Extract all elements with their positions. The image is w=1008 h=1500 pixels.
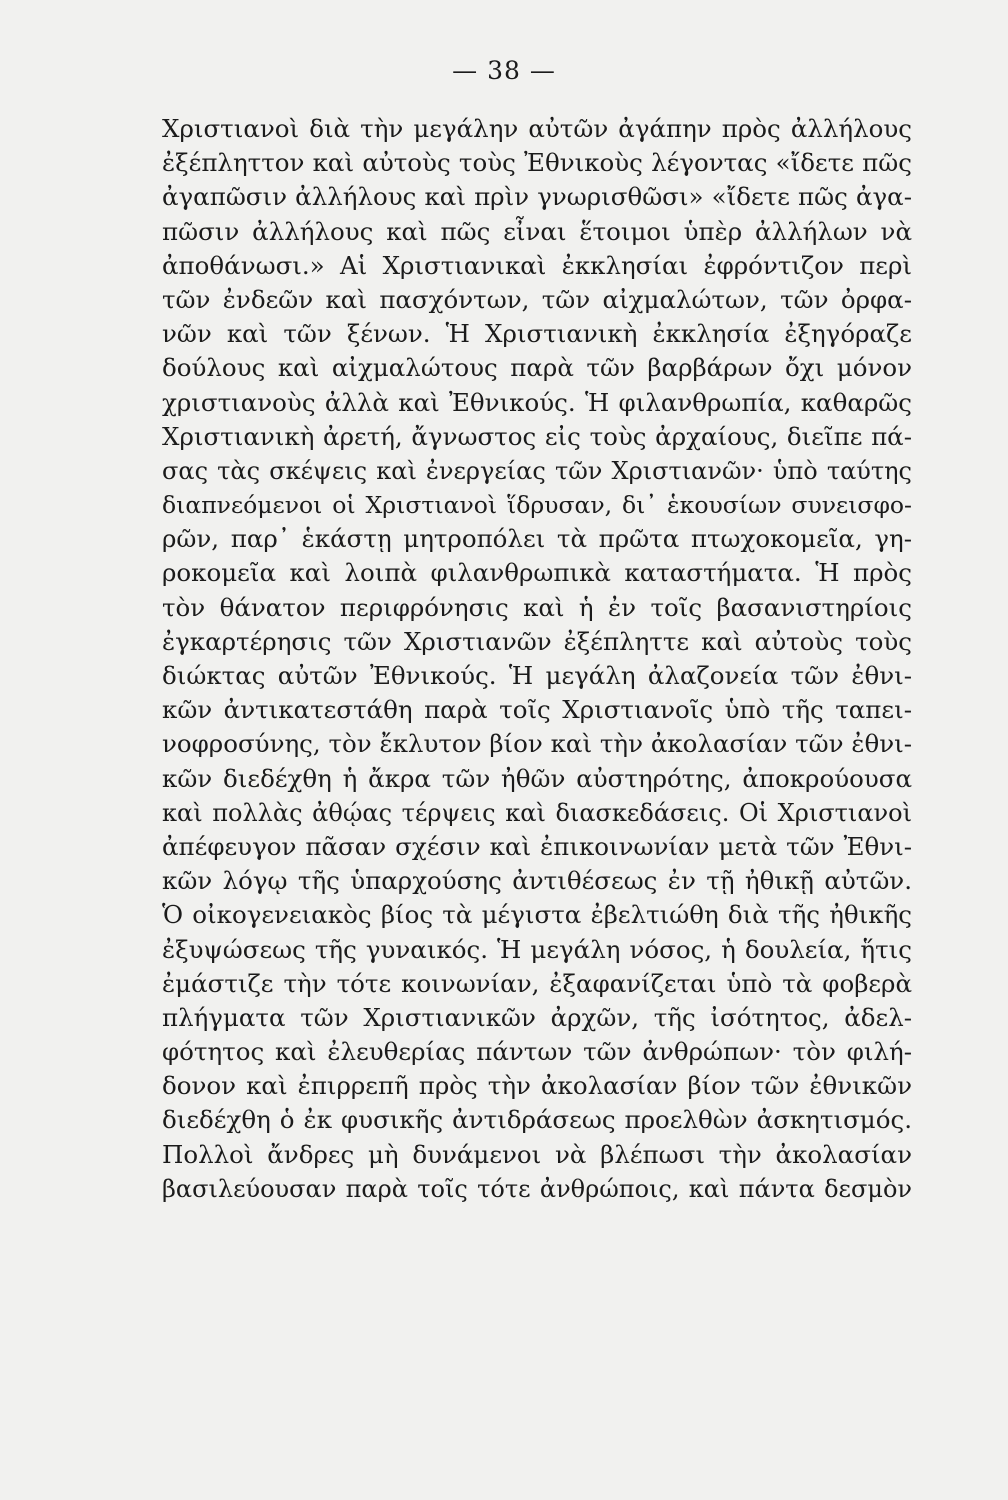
text-line: κῶν διεδέχθη ἡ ἄκρα τῶν ἠθῶν αὐστηρότης, ἀποκρούουσα bbox=[162, 763, 912, 793]
text-line: Χριστιανικὴ ἀρετή, ἄγνωστος εἰς τοὺς ἀρχαίους, διεῖπε πά- bbox=[162, 421, 912, 451]
text-line: διεδέχθη ὁ ἐκ φυσικῆς ἀντιδράσεως προελθὼν ἀσκητισμός. bbox=[162, 1105, 912, 1135]
text-line: κῶν ἀντικατεστάθη παρὰ τοῖς Χριστιανοῖς ὑπὸ τῆς ταπει- bbox=[162, 695, 912, 725]
text-line: πλήγματα τῶν Χριστιανικῶν ἀρχῶν, τῆς ἰσότητος, ἀδελ- bbox=[162, 1002, 912, 1032]
text-line: νῶν καὶ τῶν ξένων. Ἡ Χριστιανικὴ ἐκκλησία ἐξηγόραζε bbox=[162, 319, 912, 349]
text-line: νοφροσύνης, τὸν ἔκλυτον βίον καὶ τὴν ἀκολασίαν τῶν ἐθνι- bbox=[162, 729, 912, 759]
page-number: — 38 — bbox=[452, 56, 556, 85]
text-line: Πολλοὶ ἄνδρες μὴ δυνάμενοι νὰ βλέπωσι τὴν ἀκολασίαν bbox=[162, 1139, 912, 1169]
text-line: τῶν ἐνδεῶν καὶ πασχόντων, τῶν αἰχμαλώτων, τῶν ὀρφα- bbox=[162, 284, 912, 314]
text-line: ἀπέφευγον πᾶσαν σχέσιν καὶ ἐπικοινωνίαν μετὰ τῶν Ἐθνι- bbox=[162, 831, 912, 861]
text-line: ἀποθάνωσι.» Αἱ Χριστιανικαὶ ἐκκλησίαι ἐφρόντιζον περὶ bbox=[162, 250, 912, 280]
text-line: κῶν λόγῳ τῆς ὑπαρχούσης ἀντιθέσεως ἐν τῇ ἠθικῇ αὐτῶν. bbox=[162, 866, 912, 896]
text-line: καὶ πολλὰς ἀθῴας τέρψεις καὶ διασκεδάσεις. Οἱ Χριστιανοὶ bbox=[162, 798, 912, 827]
text-line: ἐγκαρτέρησις τῶν Χριστιανῶν ἐξέπληττε καὶ αὐτοὺς τοὺς bbox=[162, 626, 912, 656]
text-line: ἐξέπληττον καὶ αὐτοὺς τοὺς Ἐθνικοὺς λέγοντας «ἴδετε πῶς bbox=[162, 148, 912, 178]
text-line: χριστιανοὺς ἀλλὰ καὶ Ἐθνικούς. Ἡ φιλανθρωπία, καθαρῶς bbox=[162, 387, 912, 417]
text-line: ἐμάστιζε τὴν τότε κοινωνίαν, ἐξαφανίζεται ὑπὸ τὰ φοβερὰ bbox=[162, 968, 912, 998]
text-line: ἐξυψώσεως τῆς γυναικός. Ἡ μεγάλη νόσος, ἡ δουλεία, ἥτις bbox=[162, 934, 912, 964]
text-line: Ὁ οἰκογενειακὸς βίος τὰ μέγιστα ἐβελτιώθη διὰ τῆς ἠθικῆς bbox=[162, 900, 912, 930]
text-line: διαπνεόμενοι οἱ Χριστιανοὶ ἵδρυσαν, δι᾿ ἑκουσίων συνεισφο- bbox=[162, 491, 912, 520]
text-line: δονον καὶ ἐπιρρεπῆ πρὸς τὴν ἀκολασίαν βίον τῶν ἐθνικῶν bbox=[162, 1071, 912, 1101]
text-line: σας τὰς σκέψεις καὶ ἐνεργείας τῶν Χριστιανῶν· ὑπὸ ταύτης bbox=[162, 456, 912, 485]
text-line: ρῶν, παρ᾿ ἑκάστῃ μητροπόλει τὰ πρῶτα πτωχοκομεῖα, γη- bbox=[162, 524, 912, 554]
body-text bbox=[162, 112, 912, 1206]
text-line: Χριστιανοὶ διὰ τὴν μεγάλην αὐτῶν ἀγάπην πρὸς ἀλλήλους bbox=[162, 114, 912, 143]
text-line: διώκτας αὐτῶν Ἐθνικούς. Ἡ μεγάλη ἀλαζονεία τῶν ἐθνι- bbox=[162, 661, 912, 690]
text-line: ἀγαπῶσιν ἀλλήλους καὶ πρὶν γνωρισθῶσι» «ἴδετε πῶς ἀγα- bbox=[162, 182, 912, 212]
text-line: πῶσιν ἀλλήλους καὶ πῶς εἶναι ἕτοιμοι ὑπὲρ ἀλλήλων νὰ bbox=[162, 216, 912, 246]
text-line: τὸν θάνατον περιφρόνησις καὶ ἡ ἐν τοῖς βασανιστηρίοις bbox=[162, 592, 912, 622]
text-line: δούλους καὶ αἰχμαλώτους παρὰ τῶν βαρβάρων ὄχι μόνον bbox=[162, 353, 912, 383]
text-line: φότητος καὶ ἐλευθερίας πάντων τῶν ἀνθρώπων· τὸν φιλή- bbox=[162, 1037, 912, 1067]
text-line: βασιλεύουσαν παρὰ τοῖς τότε ἀνθρώποις, καὶ πάντα δεσμὸν bbox=[162, 1174, 912, 1203]
text-line: ροκομεῖα καὶ λοιπὰ φιλανθρωπικὰ καταστήματα. Ἡ πρὸς bbox=[162, 558, 912, 588]
